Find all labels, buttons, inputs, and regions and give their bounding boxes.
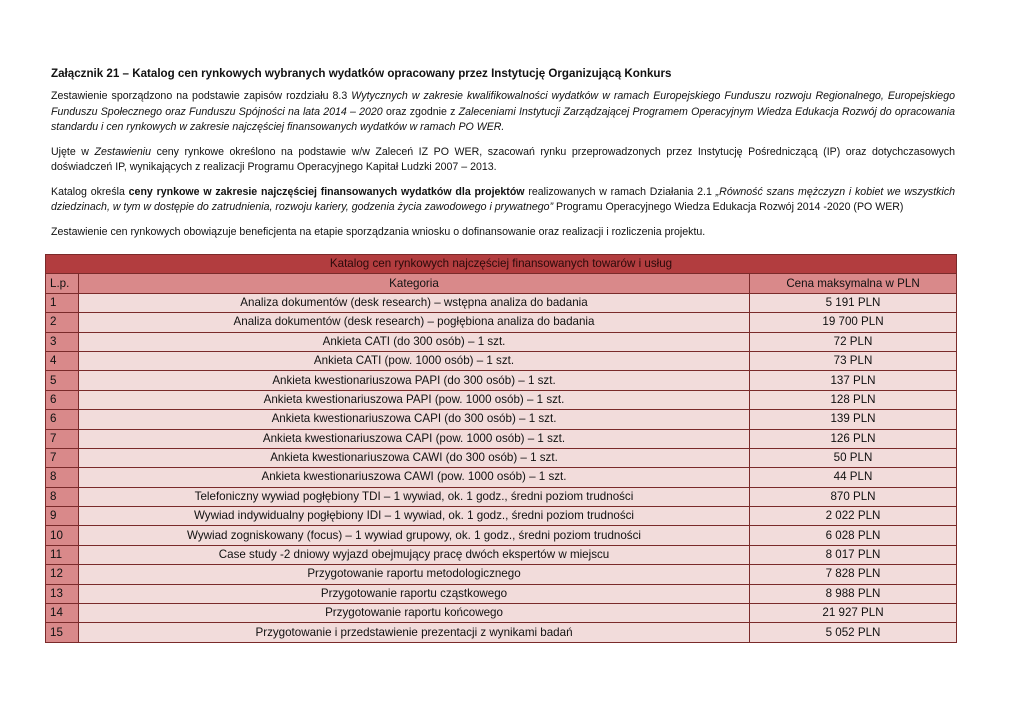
cell-kategoria: Analiza dokumentów (desk research) – wstępna analiza do badania	[79, 293, 750, 312]
prices-text: Ujęte w	[51, 145, 95, 158]
cell-cena: 7 828 PLN	[750, 565, 957, 584]
cell-lp: 15	[46, 623, 79, 642]
catalog-text: Katalog określa	[51, 185, 129, 198]
document-heading: Załącznik 21 – Katalog cen rynkowych wybranych wydatków opracowany przez Instytucję Organizującą Konkurs	[51, 67, 672, 80]
cell-kategoria: Case study -2 dniowy wyjazd obejmujący pracę dwóch ekspertów w miejscu	[79, 545, 750, 564]
cell-lp: 5	[46, 371, 79, 390]
cell-lp: 2	[46, 313, 79, 332]
measure-title: „Równość szans mężczyzn i kobiet we wszystkich dziedzinach, w tym w dostępie do zatrudnienia, rozwoju kariery, godzenia życia zawodowego i prywatnego”	[51, 185, 956, 213]
catalog-paragraph	[51, 185, 955, 216]
table-row	[46, 429, 957, 448]
cell-lp: 10	[46, 526, 79, 545]
table-title: Katalog cen rynkowych najczęściej finansowanych towarów i usług	[46, 255, 957, 274]
cell-kategoria: Ankieta kwestionariuszowa CAPI (pow. 1000 osób) – 1 szt.	[79, 429, 750, 448]
table-row	[46, 448, 957, 467]
cell-lp: 7	[46, 429, 79, 448]
catalog-bold: ceny rynkowe w zakresie najczęściej finansowanych wydatków dla projektów	[128, 185, 525, 198]
table-header-row	[46, 274, 957, 293]
cell-lp: 8	[46, 487, 79, 506]
obligation-paragraph: Zestawienie cen rynkowych obowiązuje beneficjenta na etapie sporządzania wniosku o dofinansowanie oraz realizacji i rozliczenia projektu.	[51, 225, 706, 238]
cell-kategoria: Ankieta kwestionariuszowa CAWI (pow. 1000 osób) – 1 szt.	[79, 468, 750, 487]
cell-kategoria: Analiza dokumentów (desk research) – pogłębiona analiza do badania	[79, 313, 750, 332]
cell-lp: 14	[46, 604, 79, 623]
cell-cena: 8 017 PLN	[750, 545, 957, 564]
cell-kategoria: Ankieta kwestionariuszowa CAWI (do 300 osób) – 1 szt.	[79, 448, 750, 467]
cell-kategoria: Ankieta CATI (pow. 1000 osób) – 1 szt.	[79, 351, 750, 370]
cell-cena: 6 028 PLN	[750, 526, 957, 545]
zestawienie-term: Zestawieniu	[94, 145, 152, 158]
cell-lp: 9	[46, 507, 79, 526]
cell-kategoria: Przygotowanie raportu cząstkowego	[79, 584, 750, 603]
table-row	[46, 507, 957, 526]
cell-lp: 4	[46, 351, 79, 370]
cell-lp: 12	[46, 565, 79, 584]
header-lp: L.p.	[46, 274, 79, 293]
cell-cena: 19 700 PLN	[750, 313, 957, 332]
cell-cena: 50 PLN	[750, 448, 957, 467]
cell-cena: 2 022 PLN	[750, 507, 957, 526]
catalog-text-3: Programu Operacyjnego Wiedza Edukacja Rozwój 2014 -2020 (PO WER)	[553, 201, 904, 213]
cell-lp: 11	[46, 545, 79, 564]
cell-lp: 3	[46, 332, 79, 351]
cell-kategoria: Ankieta kwestionariuszowa PAPI (do 300 osób) – 1 szt.	[79, 371, 750, 390]
table-row	[46, 332, 957, 351]
guidelines-title: Wytycznych w zakresie kwalifikowalności wydatków w ramach Europejskiego Funduszu rozwoju Regionalnego, Europejskiego Funduszu Społecznego oraz Funduszu Spójności na lata 2014 – 2020	[51, 90, 955, 118]
cell-cena: 5 191 PLN	[750, 293, 957, 312]
cell-cena: 8 988 PLN	[750, 584, 957, 603]
catalog-text-2: realizowanych w ramach Działania 2.1	[524, 185, 716, 198]
cell-kategoria: Przygotowanie raportu końcowego	[79, 604, 750, 623]
cell-lp: 7	[46, 448, 79, 467]
prices-text-2: ceny rynkowe określono na podstawie w/w Zaleceń IZ PO WER, szacowań rynku przeprowadzonych przez Instytucję Pośredniczącą (IP) oraz dotychczasowych doświadczeń IP, wynikających z realizacji Programu Operacyjnego Kapitał Ludzki 2007 – 2013.	[51, 145, 955, 173]
price-catalog-table	[45, 254, 957, 643]
cell-kategoria: Ankieta kwestionariuszowa PAPI (pow. 1000 osób) – 1 szt.	[79, 390, 750, 409]
cell-lp: 6	[46, 410, 79, 429]
cell-cena: 72 PLN	[750, 332, 957, 351]
cell-kategoria: Wywiad indywidualny pogłębiony IDI – 1 wywiad, ok. 1 godz., średni poziom trudności	[79, 507, 750, 526]
table-row	[46, 584, 957, 603]
document-body	[51, 66, 955, 240]
cell-lp: 13	[46, 584, 79, 603]
cell-lp: 1	[46, 293, 79, 312]
cell-cena: 44 PLN	[750, 468, 957, 487]
table-row	[46, 468, 957, 487]
cell-cena: 73 PLN	[750, 351, 957, 370]
table-row	[46, 371, 957, 390]
cell-cena: 21 927 PLN	[750, 604, 957, 623]
prices-paragraph	[51, 145, 955, 176]
cell-kategoria: Ankieta CATI (do 300 osób) – 1 szt.	[79, 332, 750, 351]
cell-cena: 139 PLN	[750, 410, 957, 429]
table-row	[46, 565, 957, 584]
header-kategoria: Kategoria	[79, 274, 750, 293]
table-row	[46, 293, 957, 312]
header-cena: Cena maksymalna w PLN	[750, 274, 957, 293]
table-title-row	[46, 255, 957, 274]
table-row	[46, 487, 957, 506]
cell-cena: 870 PLN	[750, 487, 957, 506]
recommendations-title: Zaleceniami Instytucji Zarządzającej Programem Operacyjnym Wiedza Edukacja Rozwój do opracowania standardu i cen rynkowych w zakresie najczęściej finansowanych wydatków w ramach PO WER.	[51, 105, 955, 133]
table-row	[46, 410, 957, 429]
table-row	[46, 390, 957, 409]
cell-cena: 126 PLN	[750, 429, 957, 448]
intro-paragraph	[51, 89, 955, 136]
cell-kategoria: Przygotowanie i przedstawienie prezentacji z wynikami badań	[79, 623, 750, 642]
cell-kategoria: Przygotowanie raportu metodologicznego	[79, 565, 750, 584]
cell-kategoria: Ankieta kwestionariuszowa CAPI (do 300 osób) – 1 szt.	[79, 410, 750, 429]
cell-cena: 128 PLN	[750, 390, 957, 409]
cell-cena: 137 PLN	[750, 371, 957, 390]
cell-kategoria: Telefoniczny wywiad pogłębiony TDI – 1 wywiad, ok. 1 godz., średni poziom trudności	[79, 487, 750, 506]
intro-text: Zestawienie sporządzono na podstawie zapisów rozdziału 8.3	[51, 90, 352, 102]
intro-text-2: oraz zgodnie z	[382, 105, 459, 118]
table-row	[46, 526, 957, 545]
table-row	[46, 313, 957, 332]
table-row	[46, 545, 957, 564]
cell-lp: 6	[46, 390, 79, 409]
cell-cena: 5 052 PLN	[750, 623, 957, 642]
cell-kategoria: Wywiad zogniskowany (focus) – 1 wywiad grupowy, ok. 1 godz., średni poziom trudności	[79, 526, 750, 545]
table-row	[46, 604, 957, 623]
table-row	[46, 351, 957, 370]
cell-lp: 8	[46, 468, 79, 487]
table-row	[46, 623, 957, 642]
